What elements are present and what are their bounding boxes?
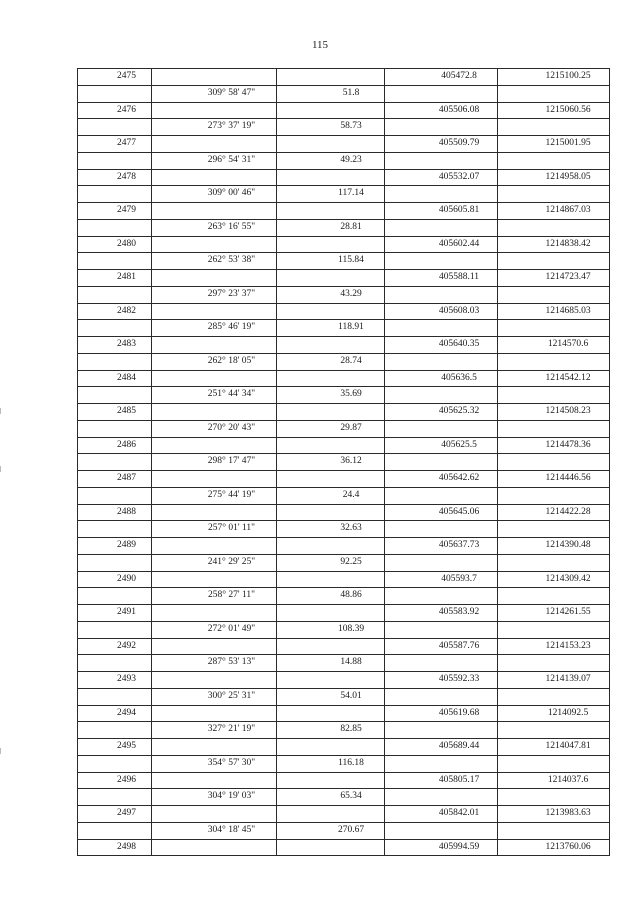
x-coordinate-cell: 405509.79 (385, 136, 498, 153)
y-coordinate-cell (498, 85, 610, 102)
point-row (78, 772, 610, 789)
distance-cell: 35.69 (277, 387, 385, 404)
x-coordinate-cell (385, 387, 498, 404)
point-number-cell (78, 621, 152, 638)
y-coordinate-cell: 1214867.03 (498, 203, 610, 220)
bearing-cell (152, 169, 277, 186)
segment-row (78, 588, 610, 605)
x-coordinate-cell: 405506.08 (385, 102, 498, 119)
bearing-cell (152, 571, 277, 588)
point-row (78, 672, 610, 689)
distance-cell: 82.85 (277, 722, 385, 739)
segment-row (78, 353, 610, 370)
x-coordinate-cell: 405587.76 (385, 638, 498, 655)
point-number-cell: 2477 (78, 136, 152, 153)
point-number-cell: 2491 (78, 605, 152, 622)
point-number-cell: 2487 (78, 471, 152, 488)
x-coordinate-cell: 405583.92 (385, 605, 498, 622)
distance-cell (277, 437, 385, 454)
bearing-cell (152, 839, 277, 856)
y-coordinate-cell (498, 353, 610, 370)
point-number-cell: 2476 (78, 102, 152, 119)
point-row (78, 705, 610, 722)
y-coordinate-cell (498, 722, 610, 739)
point-number-cell (78, 152, 152, 169)
point-number-cell: 2481 (78, 270, 152, 287)
point-row (78, 370, 610, 387)
scan-edge-mark (0, 408, 1, 414)
point-number-cell (78, 420, 152, 437)
distance-cell (277, 571, 385, 588)
y-coordinate-cell (498, 755, 610, 772)
x-coordinate-cell (385, 822, 498, 839)
x-coordinate-cell: 405532.07 (385, 169, 498, 186)
bearing-cell: 297° 23' 37" (152, 286, 277, 303)
y-coordinate-cell: 1215060.56 (498, 102, 610, 119)
bearing-cell (152, 739, 277, 756)
point-number-cell: 2493 (78, 672, 152, 689)
bearing-cell (152, 136, 277, 153)
point-number-cell (78, 655, 152, 672)
point-number-cell (78, 722, 152, 739)
x-coordinate-cell: 405645.06 (385, 504, 498, 521)
y-coordinate-cell (498, 387, 610, 404)
bearing-cell (152, 504, 277, 521)
x-coordinate-cell (385, 119, 498, 136)
x-coordinate-cell: 405608.03 (385, 303, 498, 320)
point-row (78, 638, 610, 655)
segment-row (78, 286, 610, 303)
point-number-cell: 2483 (78, 337, 152, 354)
scan-edge-mark (0, 748, 1, 754)
distance-cell: 51.8 (277, 85, 385, 102)
y-coordinate-cell: 1215100.25 (498, 69, 610, 86)
point-number-cell (78, 353, 152, 370)
x-coordinate-cell: 405619.68 (385, 705, 498, 722)
point-number-cell: 2485 (78, 404, 152, 421)
point-row (78, 270, 610, 287)
bearing-cell: 327° 21' 19" (152, 722, 277, 739)
y-coordinate-cell (498, 454, 610, 471)
y-coordinate-cell: 1215001.95 (498, 136, 610, 153)
distance-cell: 36.12 (277, 454, 385, 471)
bearing-cell (152, 605, 277, 622)
bearing-cell: 287° 53' 13" (152, 655, 277, 672)
distance-cell: 28.81 (277, 219, 385, 236)
x-coordinate-cell: 405625.32 (385, 404, 498, 421)
distance-cell (277, 705, 385, 722)
point-number-cell: 2496 (78, 772, 152, 789)
bearing-cell: 262° 53' 38" (152, 253, 277, 270)
distance-cell: 65.34 (277, 789, 385, 806)
y-coordinate-cell (498, 789, 610, 806)
point-number-cell (78, 487, 152, 504)
y-coordinate-cell: 1214478.36 (498, 437, 610, 454)
bearing-cell (152, 404, 277, 421)
segment-row (78, 688, 610, 705)
x-coordinate-cell (385, 85, 498, 102)
point-number-cell (78, 554, 152, 571)
y-coordinate-cell: 1214390.48 (498, 538, 610, 555)
y-coordinate-cell: 1213983.63 (498, 806, 610, 823)
x-coordinate-cell: 405636.5 (385, 370, 498, 387)
bearing-cell: 304° 18' 45" (152, 822, 277, 839)
x-coordinate-cell (385, 655, 498, 672)
point-row (78, 169, 610, 186)
bearing-cell: 257° 01' 11" (152, 521, 277, 538)
x-coordinate-cell: 405640.35 (385, 337, 498, 354)
point-number-cell (78, 320, 152, 337)
y-coordinate-cell: 1214508.23 (498, 404, 610, 421)
bearing-cell: 354° 57' 30" (152, 755, 277, 772)
distance-cell: 115.84 (277, 253, 385, 270)
x-coordinate-cell: 405994.59 (385, 839, 498, 856)
x-coordinate-cell (385, 454, 498, 471)
distance-cell (277, 772, 385, 789)
point-row (78, 839, 610, 856)
bearing-cell (152, 538, 277, 555)
point-number-cell: 2492 (78, 638, 152, 655)
y-coordinate-cell: 1214570.6 (498, 337, 610, 354)
x-coordinate-cell (385, 353, 498, 370)
segment-row (78, 387, 610, 404)
bearing-cell (152, 236, 277, 253)
distance-cell: 48.86 (277, 588, 385, 605)
distance-cell: 43.29 (277, 286, 385, 303)
point-number-cell (78, 688, 152, 705)
y-coordinate-cell (498, 621, 610, 638)
point-number-cell (78, 119, 152, 136)
distance-cell: 54.01 (277, 688, 385, 705)
distance-cell (277, 337, 385, 354)
distance-cell: 58.73 (277, 119, 385, 136)
distance-cell (277, 839, 385, 856)
bearing-cell: 296° 54' 31" (152, 152, 277, 169)
point-row (78, 102, 610, 119)
x-coordinate-cell: 405842.01 (385, 806, 498, 823)
y-coordinate-cell: 1214422.28 (498, 504, 610, 521)
bearing-cell (152, 638, 277, 655)
distance-cell (277, 136, 385, 153)
point-number-cell (78, 387, 152, 404)
distance-cell (277, 605, 385, 622)
x-coordinate-cell (385, 755, 498, 772)
x-coordinate-cell (385, 554, 498, 571)
page-number: 115 (311, 39, 329, 51)
point-number-cell (78, 521, 152, 538)
distance-cell (277, 504, 385, 521)
point-row (78, 69, 610, 86)
point-number-cell (78, 286, 152, 303)
x-coordinate-cell (385, 621, 498, 638)
bearing-cell (152, 270, 277, 287)
x-coordinate-cell (385, 588, 498, 605)
point-row (78, 136, 610, 153)
point-number-cell (78, 186, 152, 203)
point-row (78, 471, 610, 488)
bearing-cell: 309° 00' 46" (152, 186, 277, 203)
distance-cell: 118.91 (277, 320, 385, 337)
distance-cell: 14.88 (277, 655, 385, 672)
bearing-cell: 270° 20' 43" (152, 420, 277, 437)
distance-cell (277, 739, 385, 756)
distance-cell (277, 303, 385, 320)
point-row (78, 303, 610, 320)
y-coordinate-cell: 1214309.42 (498, 571, 610, 588)
distance-cell (277, 236, 385, 253)
point-number-cell (78, 822, 152, 839)
segment-row (78, 320, 610, 337)
segment-row (78, 755, 610, 772)
distance-cell (277, 538, 385, 555)
distance-cell: 92.25 (277, 554, 385, 571)
distance-cell (277, 672, 385, 689)
bearing-cell (152, 337, 277, 354)
bearing-cell: 285° 46' 19" (152, 320, 277, 337)
bearing-cell (152, 203, 277, 220)
segment-row (78, 655, 610, 672)
segment-row (78, 789, 610, 806)
point-row (78, 571, 610, 588)
distance-cell: 116.18 (277, 755, 385, 772)
y-coordinate-cell (498, 253, 610, 270)
segment-row (78, 487, 610, 504)
y-coordinate-cell: 1214037.6 (498, 772, 610, 789)
distance-cell (277, 69, 385, 86)
point-number-cell (78, 789, 152, 806)
x-coordinate-cell (385, 219, 498, 236)
point-number-cell (78, 253, 152, 270)
x-coordinate-cell: 405602.44 (385, 236, 498, 253)
x-coordinate-cell: 405625.5 (385, 437, 498, 454)
y-coordinate-cell (498, 688, 610, 705)
point-row (78, 605, 610, 622)
point-row (78, 404, 610, 421)
point-number-cell (78, 588, 152, 605)
x-coordinate-cell (385, 320, 498, 337)
scan-edge-mark (0, 466, 1, 472)
x-coordinate-cell: 405689.44 (385, 739, 498, 756)
y-coordinate-cell: 1214153.23 (498, 638, 610, 655)
point-number-cell: 2488 (78, 504, 152, 521)
point-row (78, 337, 610, 354)
segment-row (78, 822, 610, 839)
x-coordinate-cell (385, 722, 498, 739)
point-number-cell: 2479 (78, 203, 152, 220)
y-coordinate-cell (498, 487, 610, 504)
point-row (78, 806, 610, 823)
y-coordinate-cell (498, 286, 610, 303)
bearing-cell (152, 370, 277, 387)
table-body (78, 69, 610, 856)
x-coordinate-cell (385, 253, 498, 270)
point-number-cell: 2482 (78, 303, 152, 320)
y-coordinate-cell: 1213760.06 (498, 839, 610, 856)
x-coordinate-cell (385, 521, 498, 538)
segment-row (78, 621, 610, 638)
point-number-cell: 2497 (78, 806, 152, 823)
survey-coordinates-table (77, 68, 610, 856)
y-coordinate-cell: 1214092.5 (498, 705, 610, 722)
point-row (78, 504, 610, 521)
y-coordinate-cell (498, 320, 610, 337)
point-number-cell: 2495 (78, 739, 152, 756)
point-number-cell: 2475 (78, 69, 152, 86)
segment-row (78, 186, 610, 203)
bearing-cell (152, 69, 277, 86)
y-coordinate-cell (498, 521, 610, 538)
y-coordinate-cell (498, 119, 610, 136)
segment-row (78, 152, 610, 169)
point-number-cell: 2498 (78, 839, 152, 856)
point-number-cell: 2486 (78, 437, 152, 454)
distance-cell (277, 169, 385, 186)
y-coordinate-cell: 1214723.47 (498, 270, 610, 287)
x-coordinate-cell (385, 286, 498, 303)
distance-cell: 108.39 (277, 621, 385, 638)
point-number-cell: 2489 (78, 538, 152, 555)
distance-cell (277, 270, 385, 287)
distance-cell: 117.14 (277, 186, 385, 203)
bearing-cell: 298° 17' 47" (152, 454, 277, 471)
bearing-cell (152, 471, 277, 488)
point-number-cell: 2490 (78, 571, 152, 588)
bearing-cell: 263° 16' 55" (152, 219, 277, 236)
bearing-cell: 241° 29' 25" (152, 554, 277, 571)
point-row (78, 739, 610, 756)
x-coordinate-cell (385, 487, 498, 504)
y-coordinate-cell: 1214542.12 (498, 370, 610, 387)
point-number-cell: 2478 (78, 169, 152, 186)
x-coordinate-cell: 405642.62 (385, 471, 498, 488)
point-row (78, 236, 610, 253)
point-row (78, 538, 610, 555)
x-coordinate-cell: 405588.11 (385, 270, 498, 287)
bearing-cell: 262° 18' 05" (152, 353, 277, 370)
x-coordinate-cell (385, 420, 498, 437)
point-number-cell (78, 755, 152, 772)
bearing-cell (152, 772, 277, 789)
y-coordinate-cell: 1214261.55 (498, 605, 610, 622)
distance-cell (277, 370, 385, 387)
distance-cell (277, 471, 385, 488)
y-coordinate-cell (498, 186, 610, 203)
y-coordinate-cell: 1214139.07 (498, 672, 610, 689)
distance-cell: 49.23 (277, 152, 385, 169)
point-number-cell (78, 454, 152, 471)
point-number-cell (78, 85, 152, 102)
bearing-cell (152, 672, 277, 689)
x-coordinate-cell (385, 186, 498, 203)
distance-cell (277, 203, 385, 220)
segment-row (78, 253, 610, 270)
point-row (78, 203, 610, 220)
x-coordinate-cell: 405593.7 (385, 571, 498, 588)
segment-row (78, 454, 610, 471)
point-number-cell: 2484 (78, 370, 152, 387)
bearing-cell: 300° 25' 31" (152, 688, 277, 705)
y-coordinate-cell (498, 655, 610, 672)
y-coordinate-cell: 1214446.56 (498, 471, 610, 488)
bearing-cell (152, 437, 277, 454)
y-coordinate-cell: 1214838.42 (498, 236, 610, 253)
bearing-cell: 275° 44' 19" (152, 487, 277, 504)
x-coordinate-cell: 405472.8 (385, 69, 498, 86)
y-coordinate-cell (498, 219, 610, 236)
y-coordinate-cell (498, 588, 610, 605)
bearing-cell (152, 806, 277, 823)
segment-row (78, 554, 610, 571)
x-coordinate-cell: 405805.17 (385, 772, 498, 789)
bearing-cell (152, 102, 277, 119)
segment-row (78, 119, 610, 136)
point-number-cell (78, 219, 152, 236)
y-coordinate-cell (498, 152, 610, 169)
bearing-cell: 304° 19' 03" (152, 789, 277, 806)
distance-cell: 32.63 (277, 521, 385, 538)
distance-cell: 29.87 (277, 420, 385, 437)
y-coordinate-cell: 1214685.03 (498, 303, 610, 320)
segment-row (78, 219, 610, 236)
segment-row (78, 521, 610, 538)
point-row (78, 437, 610, 454)
y-coordinate-cell (498, 420, 610, 437)
x-coordinate-cell (385, 688, 498, 705)
segment-row (78, 420, 610, 437)
distance-cell (277, 638, 385, 655)
point-number-cell: 2480 (78, 236, 152, 253)
point-number-cell: 2494 (78, 705, 152, 722)
bearing-cell (152, 303, 277, 320)
x-coordinate-cell: 405605.81 (385, 203, 498, 220)
segment-row (78, 722, 610, 739)
y-coordinate-cell: 1214958.05 (498, 169, 610, 186)
y-coordinate-cell: 1214047.81 (498, 739, 610, 756)
bearing-cell: 272° 01' 49" (152, 621, 277, 638)
x-coordinate-cell: 405637.73 (385, 538, 498, 555)
distance-cell: 28.74 (277, 353, 385, 370)
distance-cell (277, 102, 385, 119)
segment-row (78, 85, 610, 102)
bearing-cell: 309° 58' 47" (152, 85, 277, 102)
bearing-cell (152, 705, 277, 722)
x-coordinate-cell (385, 152, 498, 169)
bearing-cell: 273° 37' 19" (152, 119, 277, 136)
distance-cell: 24.4 (277, 487, 385, 504)
x-coordinate-cell: 405592.33 (385, 672, 498, 689)
bearing-cell: 258° 27' 11" (152, 588, 277, 605)
y-coordinate-cell (498, 554, 610, 571)
bearing-cell: 251° 44' 34" (152, 387, 277, 404)
y-coordinate-cell (498, 822, 610, 839)
distance-cell: 270.67 (277, 822, 385, 839)
x-coordinate-cell (385, 789, 498, 806)
distance-cell (277, 404, 385, 421)
distance-cell (277, 806, 385, 823)
